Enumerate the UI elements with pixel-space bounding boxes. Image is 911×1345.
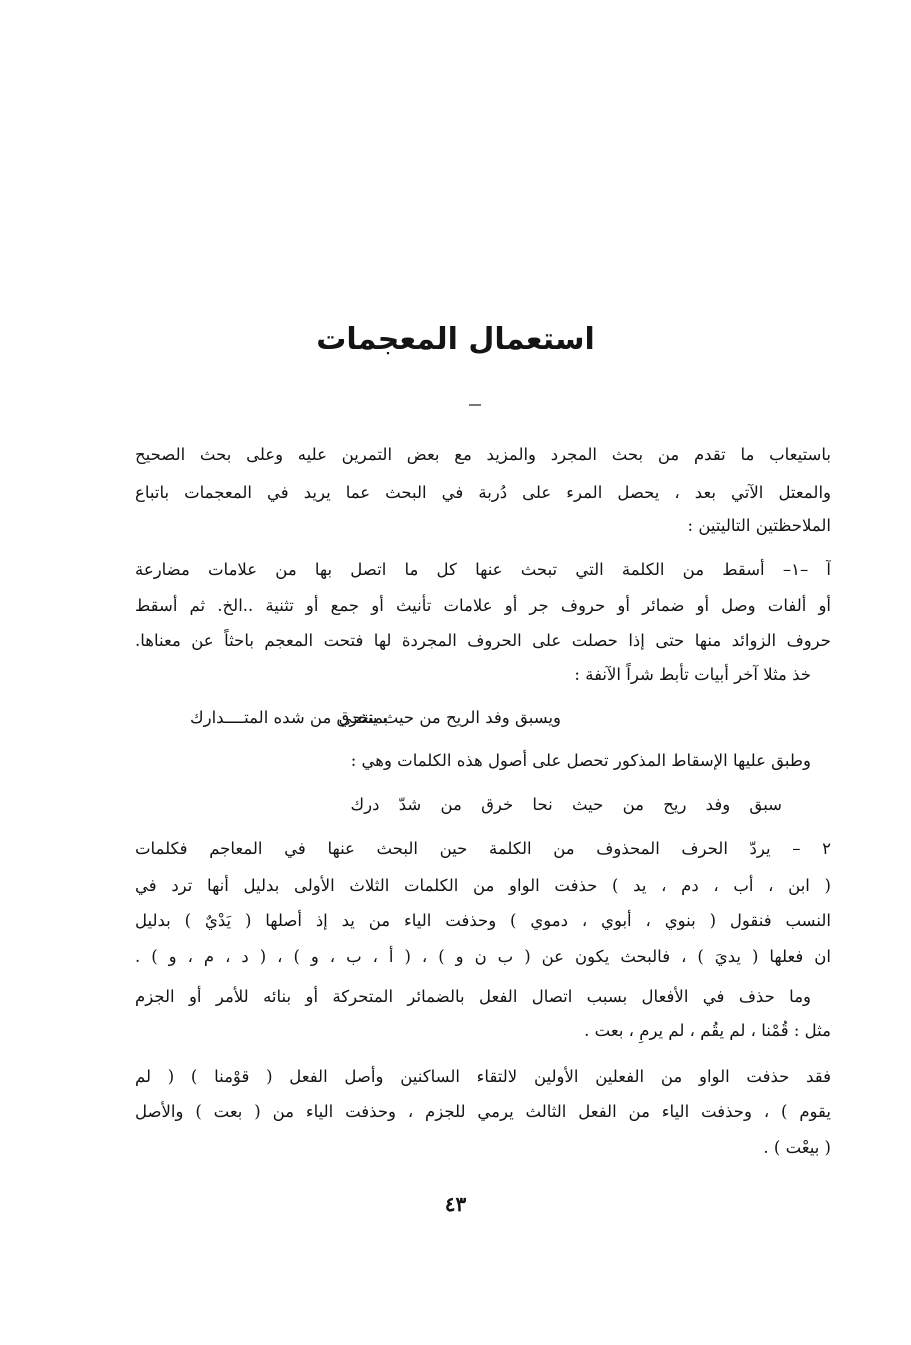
intro-line-2: والمعتل الآتي بعد ، يحصل المرء على دُربة في البحث عما يريد في المعجمات باتباع [135, 483, 831, 502]
apply-line: وطبق عليها الإسقاط المذكور تحصل على أصول هذه الكلمات وهي : [350, 751, 811, 770]
verse-first-hemistich: ويسبق وفد الريح من حيث ينتحي [338, 708, 561, 727]
example-intro: خذ مثلا آخر أبيات تأبط شراً الآنفة : [574, 665, 811, 684]
verbs-line-2: مثل : قُمْنا ، لم يقُم ، لم يرمِ ، بعت . [584, 1021, 831, 1040]
note1-line-2: أو ألفات وصل أو ضمائر أو حروف جر أو علامات تأنيث أو جمع أو تثنية ..الخ. ثم أسقط [135, 596, 831, 615]
note1-line-1: آ –١– أسقط من الكلمة التي تبحث عنها كل ما اتصل بها من علامات مضارعة [135, 560, 831, 579]
note2-line-3: النسب فنقول ( بنوي ، أبوي ، دموي ) وحذفت الياء من يد إذ أصلها ( يَدْيٌ ) بدليل [135, 911, 831, 930]
explain-line-2: يقوم ) ، وحذفت الياء من الفعل الثالث يرمي للجزم ، وحذفت الياء من ( بعت ) والأصل [135, 1102, 831, 1121]
note2-line-4: ان فعلها ( يديَ ) ، فالبحث يكون عن ( ب ن و ) ، ( أ ، ب ، و ) ، ( د ، م ، و ) . [135, 947, 831, 966]
title-divider [469, 404, 481, 406]
roots-line: سبق وفد ريح من حيث نحا خرق من شدّ درك [350, 795, 782, 814]
note2-line-1: ٢ – يردّ الحرف المحذوف من الكلمة حين البحث عنها في المعاجم فكلمات [135, 839, 831, 858]
explain-line-3: ( بيعْت ) . [763, 1138, 831, 1157]
intro-line-1: باستيعاب ما تقدم من بحث المجرد والمزيد مع بعض التمرين عليه وعلى بحث الصحيح [135, 445, 831, 464]
verse-second-hemistich: بمنخرق من شده المتــــدارك [190, 708, 389, 727]
note1-line-3: حروف الزوائد منها حتى إذا حصلت على الحروف المجردة لها فتحت المعجم باحثاً عن معناها. [135, 631, 831, 650]
intro-line-3: الملاحظتين التاليتين : [687, 516, 831, 535]
note2-line-2: ( ابن ، أب ، دم ، يد ) حذفت الواو من الكلمات الثلاث الأولى بدليل أنها ترد في [135, 876, 831, 895]
verbs-line-1: وما حذف في الأفعال بسبب اتصال الفعل بالضمائر المتحركة أو بنائه للأمر أو الجزم [135, 987, 811, 1006]
page-number: ٤٣ [444, 1192, 467, 1216]
explain-line-1: فقد حذفت الواو من الفعلين الأولين لالتقاء الساكنين وأصل الفعل ( قوْمنا ) ( لم [135, 1067, 831, 1086]
page-title: استعمال المعجمات [316, 322, 595, 357]
